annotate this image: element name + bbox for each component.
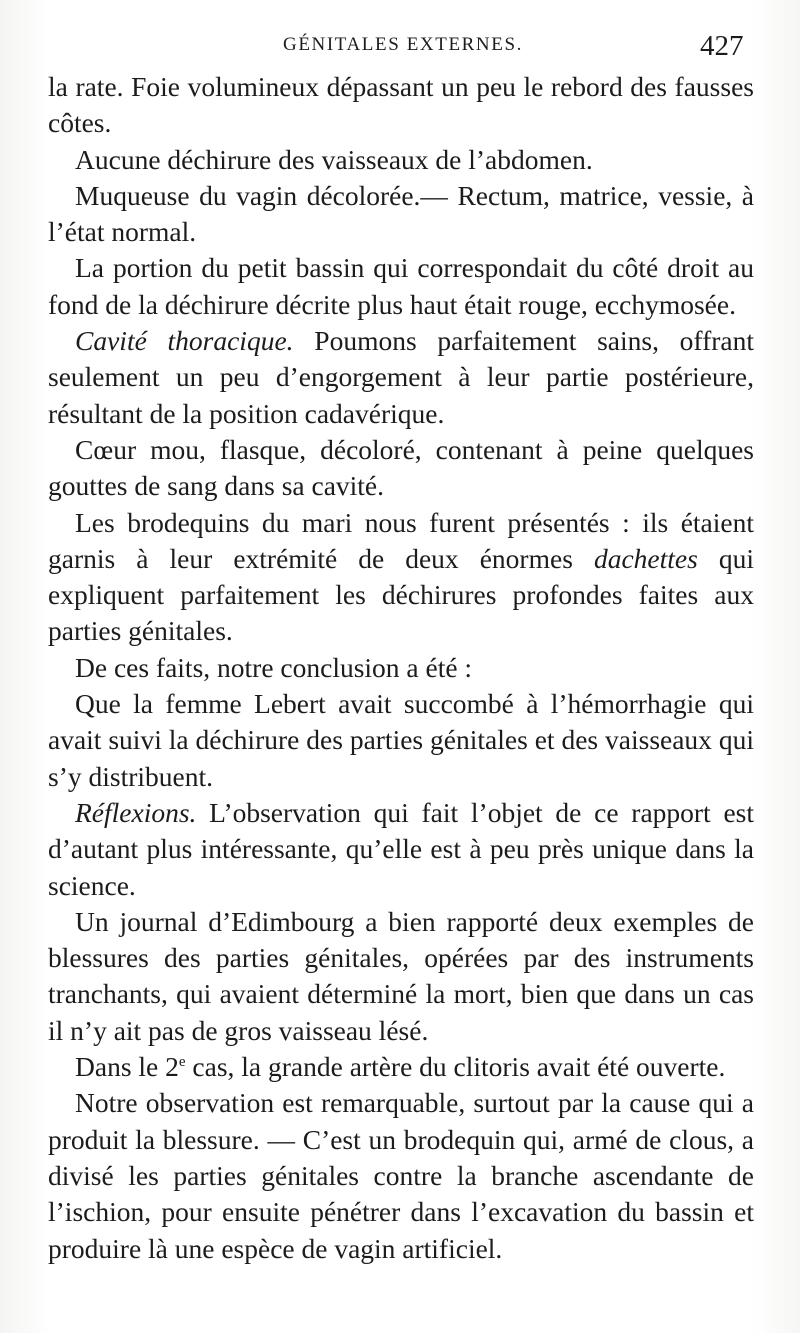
- paragraph-text: Cœur mou, flasque, décoloré, contenant à peine quelques gouttes de sang dans sa cavité.: [48, 433, 754, 502]
- paragraph-text: Notre observation est remarquable, surtout par la cause qui a produit la blessure. — C’est un brodequin qui, armé de clous, a divisé les parties génitales contre la branche ascendante de l’ischion, pour ensuite pénétrer dans l’excavation du bassin et produire là une espèce de vagin artificiel.: [48, 1087, 754, 1264]
- paragraph: [48, 795, 754, 904]
- paragraph: [48, 650, 754, 686]
- paragraph: [48, 323, 754, 432]
- paragraph-text: Les brodequins du mari nous furent présentés : ils étaient garnis à leur extrémité de deux énormes: [48, 506, 754, 574]
- ordinal-superscript: e: [178, 1054, 186, 1071]
- paragraph: [48, 250, 754, 323]
- paragraph-text: Poumons parfaitement sains, offrant seulement un peu d’engorgement à leur partie postérieure, résultant de la position cadavérique.: [48, 325, 754, 429]
- paragraph: [48, 505, 754, 650]
- paragraph-text: Muqueuse du vagin décolorée.— Rectum, matrice, vessie, à l’état normal.: [48, 179, 754, 248]
- paragraph: [48, 432, 754, 505]
- body-text: [48, 69, 754, 1267]
- paragraph: [48, 1085, 754, 1266]
- page-number: 427: [700, 30, 744, 62]
- paragraph-text: Un journal d’Edimbourg a bien rapporté deux exemples de blessures des parties génitales, opérées par des instruments tranchants, qui avaient déterminé la mort, bien que dans un cas il n’y ait pas de gros vaisseau lésé.: [48, 905, 754, 1046]
- paragraph: [48, 69, 754, 142]
- paragraph: [48, 1049, 754, 1085]
- paragraph: [48, 178, 754, 251]
- paragraph: [48, 904, 754, 1049]
- paragraph-text: De ces faits, notre conclusion a été :: [75, 651, 473, 683]
- paragraph-text: La portion du petit bassin qui correspondait du côté droit au fond de la déchirure décrite plus haut était rouge, ecchymosée.: [48, 252, 754, 320]
- paragraph-text: la rate. Foie volumineux dépassant un peu le rebord des fausses côtes.: [48, 71, 754, 139]
- italic-term: dachettes: [593, 542, 698, 574]
- paragraph: [48, 686, 754, 795]
- paragraph-text: Aucune déchirure des vaisseaux de l’abdomen.: [75, 143, 593, 175]
- paragraph: [48, 142, 754, 178]
- running-head: GÉNITALES EXTERNES.: [283, 34, 523, 55]
- paragraph-text: Dans le 2: [75, 1051, 179, 1083]
- paragraph-text: L’observation qui fait l’objet de ce rapport est d’autant plus intéressante, qu’elle est à peu près unique dans la science.: [48, 796, 754, 901]
- section-heading-italic: Cavité thoracique.: [75, 325, 294, 357]
- page-header: [0, 30, 800, 70]
- paragraph-text: Que la femme Lebert avait succombé à l’hémorrhagie qui avait suivi la déchirure des parties génitales et des vaisseaux qui s’y distribuent.: [48, 688, 754, 792]
- paragraph-text: qui expliquent parfaitement les déchirures profondes faites aux parties génitales.: [48, 542, 755, 647]
- section-heading-italic: Réflexions.: [75, 796, 197, 828]
- paragraph-text: cas, la grande artère du clitoris avait été ouverte.: [185, 1051, 726, 1083]
